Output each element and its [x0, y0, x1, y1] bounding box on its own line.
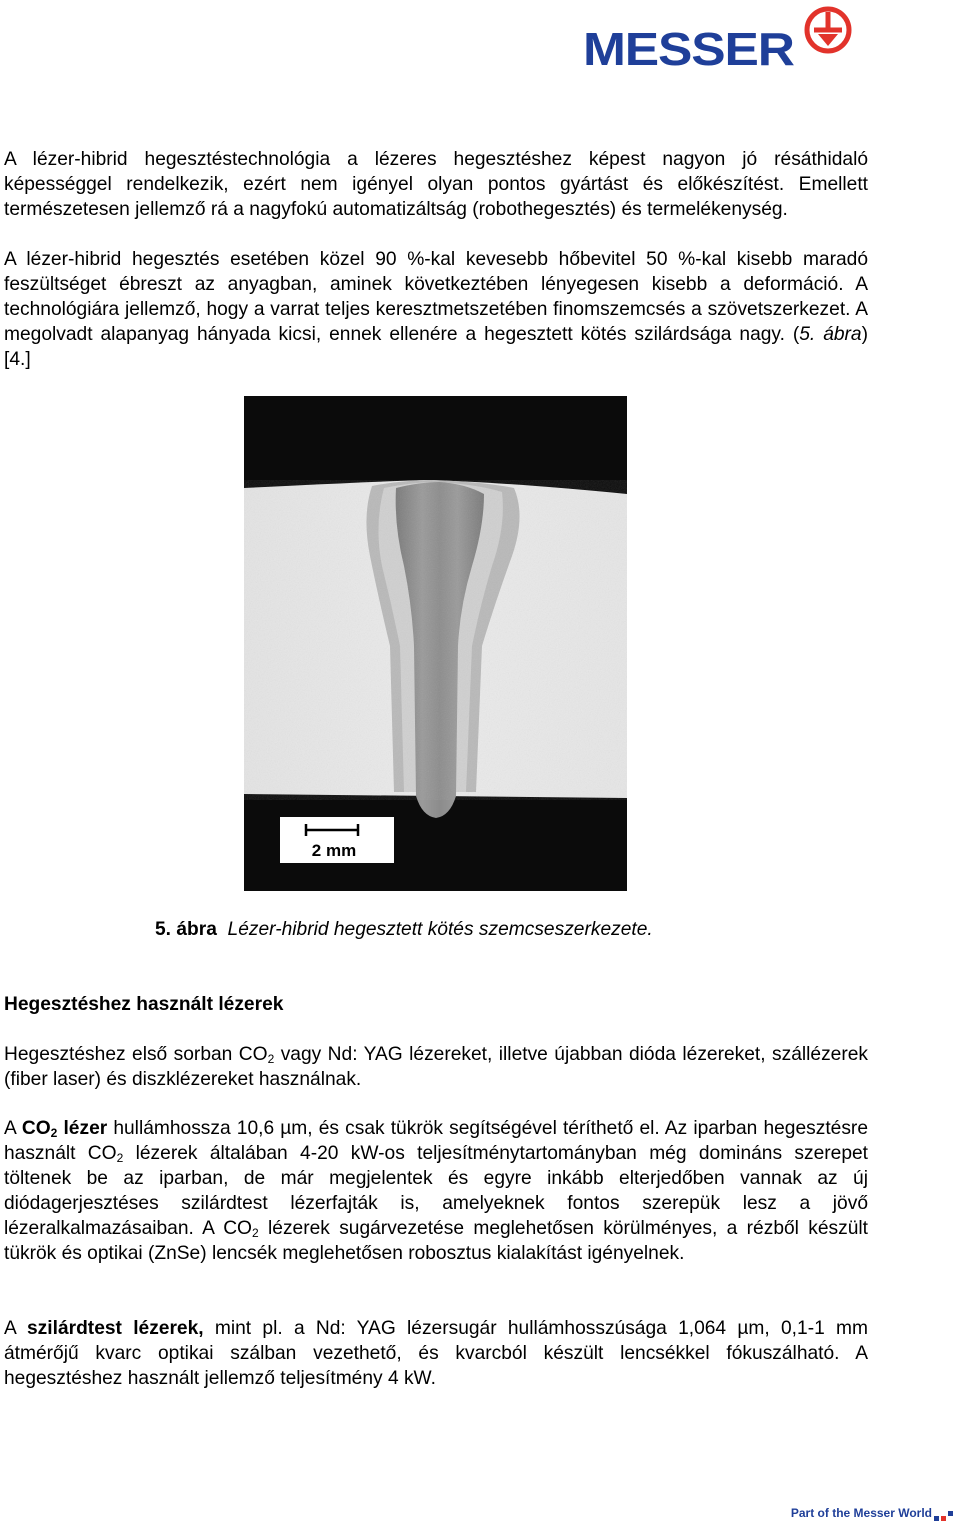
citation: ) [4.]: [4, 324, 868, 370]
figure-caption: [155, 917, 653, 942]
weld-micrograph: [244, 396, 627, 891]
subscript: 2: [50, 1126, 58, 1140]
bold-term: szilárdtest lézerek,: [27, 1318, 204, 1339]
paragraph-co2-laser: [4, 1116, 868, 1266]
text-run: vagy Nd: YAG lézereket, illetve újabban dióda lézereket, szállézerek (fiber laser) és diszklézereket használnak.: [4, 1044, 868, 1090]
messer-world-dots-icon: [934, 1510, 954, 1522]
paragraph-hybrid: [4, 247, 868, 372]
figure-reference: 5. ábra: [799, 324, 862, 345]
logo-wordmark: MESSER: [583, 23, 794, 75]
messer-emblem-icon: [804, 6, 852, 54]
subscript: 2: [116, 1151, 124, 1165]
paragraph-text: A lézer-hibrid hegesztéstechnológia a lézeres hegesztéshez képest nagyon jó résáthidaló képességgel rendelkezik, ezért nem igényel olyan pontos gyártást és előkészítést. Emellett természetesen jellemző rá a nagyfokú automatizáltság (robothegesztés) és termelékenység.: [4, 149, 868, 220]
text-run: A: [4, 1318, 28, 1339]
text-run: lézer: [57, 1118, 108, 1139]
text-run: Hegesztéshez első sorban CO: [4, 1044, 268, 1065]
section-heading: Hegesztéshez használt lézerek: [4, 994, 284, 1015]
paragraph-text: A lézer-hibrid hegesztés esetében közel 90 %-kal kevesebb hőbevitel 50 %-kal kisebb maradó feszültséget ébreszt az anyagban, aminek következtében lényegesen kisebb a deformáció. A technológiára jellemző, hogy a varrat teljes keresztmetszetében finomszemcsés a szövetszerkezet. A megolvadt alapanyag hányada kicsi, ennek ellenére a hegesztett kötés szilárdsága nagy. (: [4, 249, 868, 345]
text-run: hullámhossza 10,6 µm, és csak tükrök segítségével téríthető el. Az iparban hegesztésre használt CO: [4, 1118, 868, 1164]
caption-number: 5. ábra: [155, 919, 217, 940]
text-run: CO: [21, 1118, 51, 1139]
text-run: lézerek sugárvezetése meglehetősen körülményes, a rézből készült tükrök és optikai (ZnSe) lencsék meglehetősen robosztus kialakítást igényelnek.: [4, 1218, 868, 1264]
bold-term: [22, 1118, 107, 1139]
caption-text: Lézer-hibrid hegesztett kötés szemcseszerkezete.: [227, 919, 653, 940]
text-run: A: [4, 1118, 22, 1139]
scale-bar-label: 2 mm: [311, 841, 357, 860]
text-run: mint pl. a Nd: YAG lézersugár hullámhosszúsága 1,064 µm, 0,1-1 mm átmérőjű kvarc optikai szálban vezethető, és kvarcból készült lencsékkel fókuszálható. A hegesztéshez használt jellemző teljesítmény 4 kW.: [4, 1318, 868, 1389]
text-run: lézerek általában 4-20 kW-os teljesítménytartományban még domináns szerepet töltenek be az iparban, de már megjelentek és egyre inkább elterjedőben vannak az új diódagerjesztéses szilárdtest lézerfajták is, amelyeknek fontos szerepük lesz a jövő lézeralkalmazásaiban. A CO: [4, 1143, 868, 1239]
messer-logo: [583, 6, 853, 75]
paragraph-solid-state-laser: [4, 1316, 868, 1391]
paragraph-intro: [4, 147, 868, 222]
subscript: 2: [251, 1226, 259, 1240]
paragraph-lasers: [4, 1042, 868, 1092]
subscript: 2: [267, 1052, 275, 1066]
footer-tagline: Part of the Messer World: [790, 1506, 932, 1520]
